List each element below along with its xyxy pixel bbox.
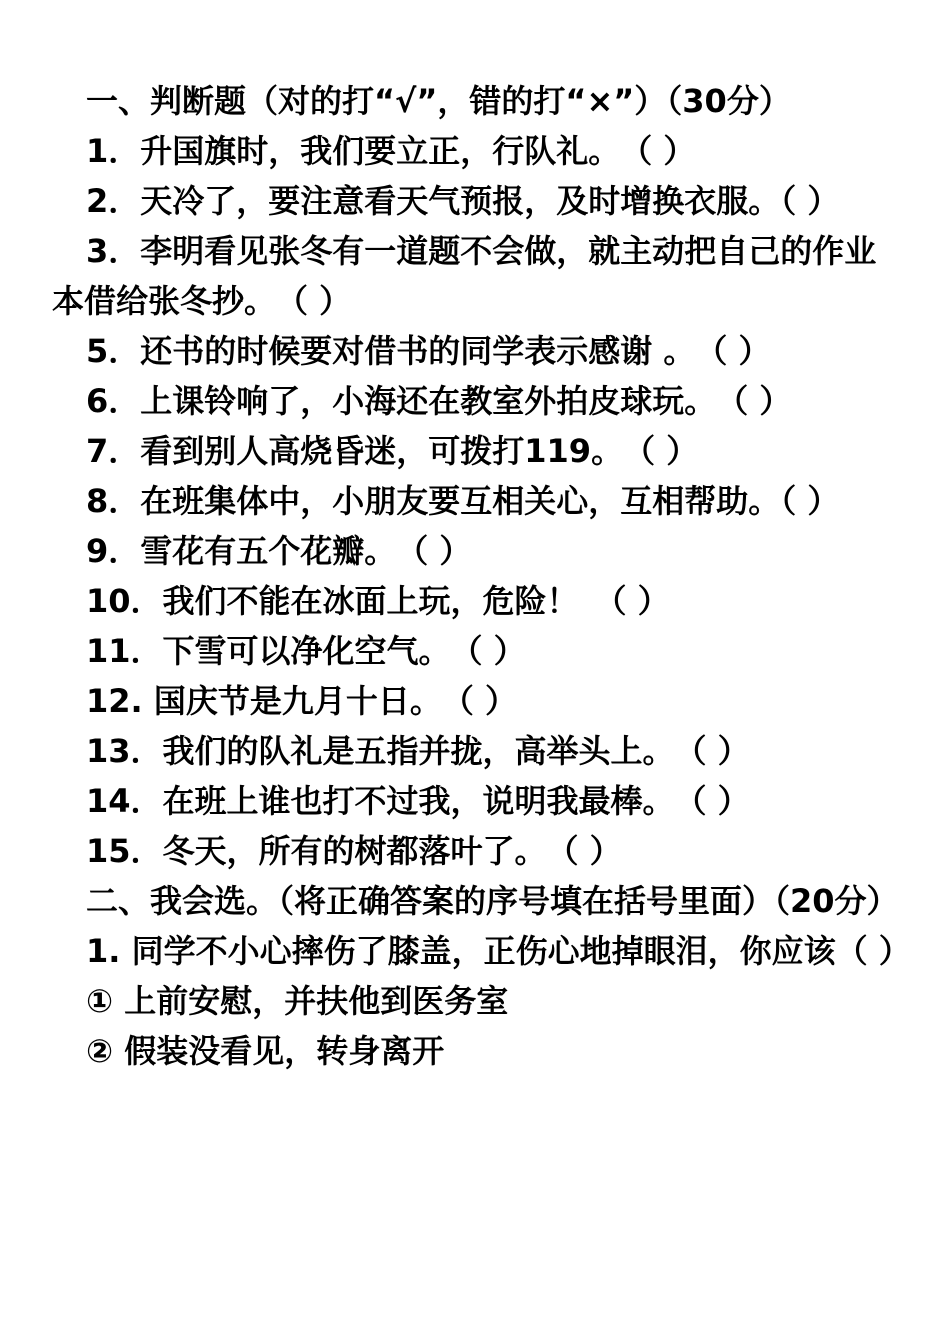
question-item: 6．上课铃响了，小海还在教室外拍皮球玩。 （ ） <box>86 382 792 420</box>
question-item: 12. 国庆节是九月十日。 （ ） <box>86 682 517 720</box>
question-item: 14．在班上谁也打不过我，说明我最棒。 （ ） <box>86 782 750 820</box>
question-item: 1．升国旗时，我们要立正，行队礼。 （ ） <box>86 132 696 170</box>
choice-question: 1. 同学不小心摔伤了膝盖，正伤心地掉眼泪，你应该（ ） <box>86 932 911 970</box>
question-item: 9．雪花有五个花瓣。 （ ） <box>86 532 472 570</box>
section2-heading: 二、我会选。（将正确答案的序号填在括号里面）（20分） <box>86 882 899 920</box>
choice-option: ① 上前安慰，并扶他到医务室 <box>86 982 509 1020</box>
question-item: 11．下雪可以净化空气。 （ ） <box>86 632 526 670</box>
section1-heading: 一、判断题（对的打“√”，错的打“×”）（30分） <box>86 82 791 120</box>
choice-option: ② 假装没看见，转身离开 <box>86 1032 445 1070</box>
question-item: 10．我们不能在冰面上玩，危险！ （ ） <box>86 582 670 620</box>
question-item: 13．我们的队礼是五指并拢，高举头上。 （ ） <box>86 732 750 770</box>
worksheet-content <box>52 76 911 1076</box>
question-item: 5．还书的时候要对借书的同学表示感谢 。 （ ） <box>86 332 771 370</box>
question-item: 7．看到别人高烧昏迷，可拨打119。 （ ） <box>86 432 699 470</box>
question-item: 2．天冷了，要注意看天气预报，及时增换衣服。（ ） <box>86 182 840 220</box>
question-item: 3．李明看见张冬有一道题不会做，就主动把自己的作业本借给张冬抄。 （ ） <box>52 232 877 320</box>
question-item: 15．冬天，所有的树都落叶了。 （ ） <box>86 832 622 870</box>
question-item: 8．在班集体中，小朋友要互相关心，互相帮助。（ ） <box>86 482 840 520</box>
